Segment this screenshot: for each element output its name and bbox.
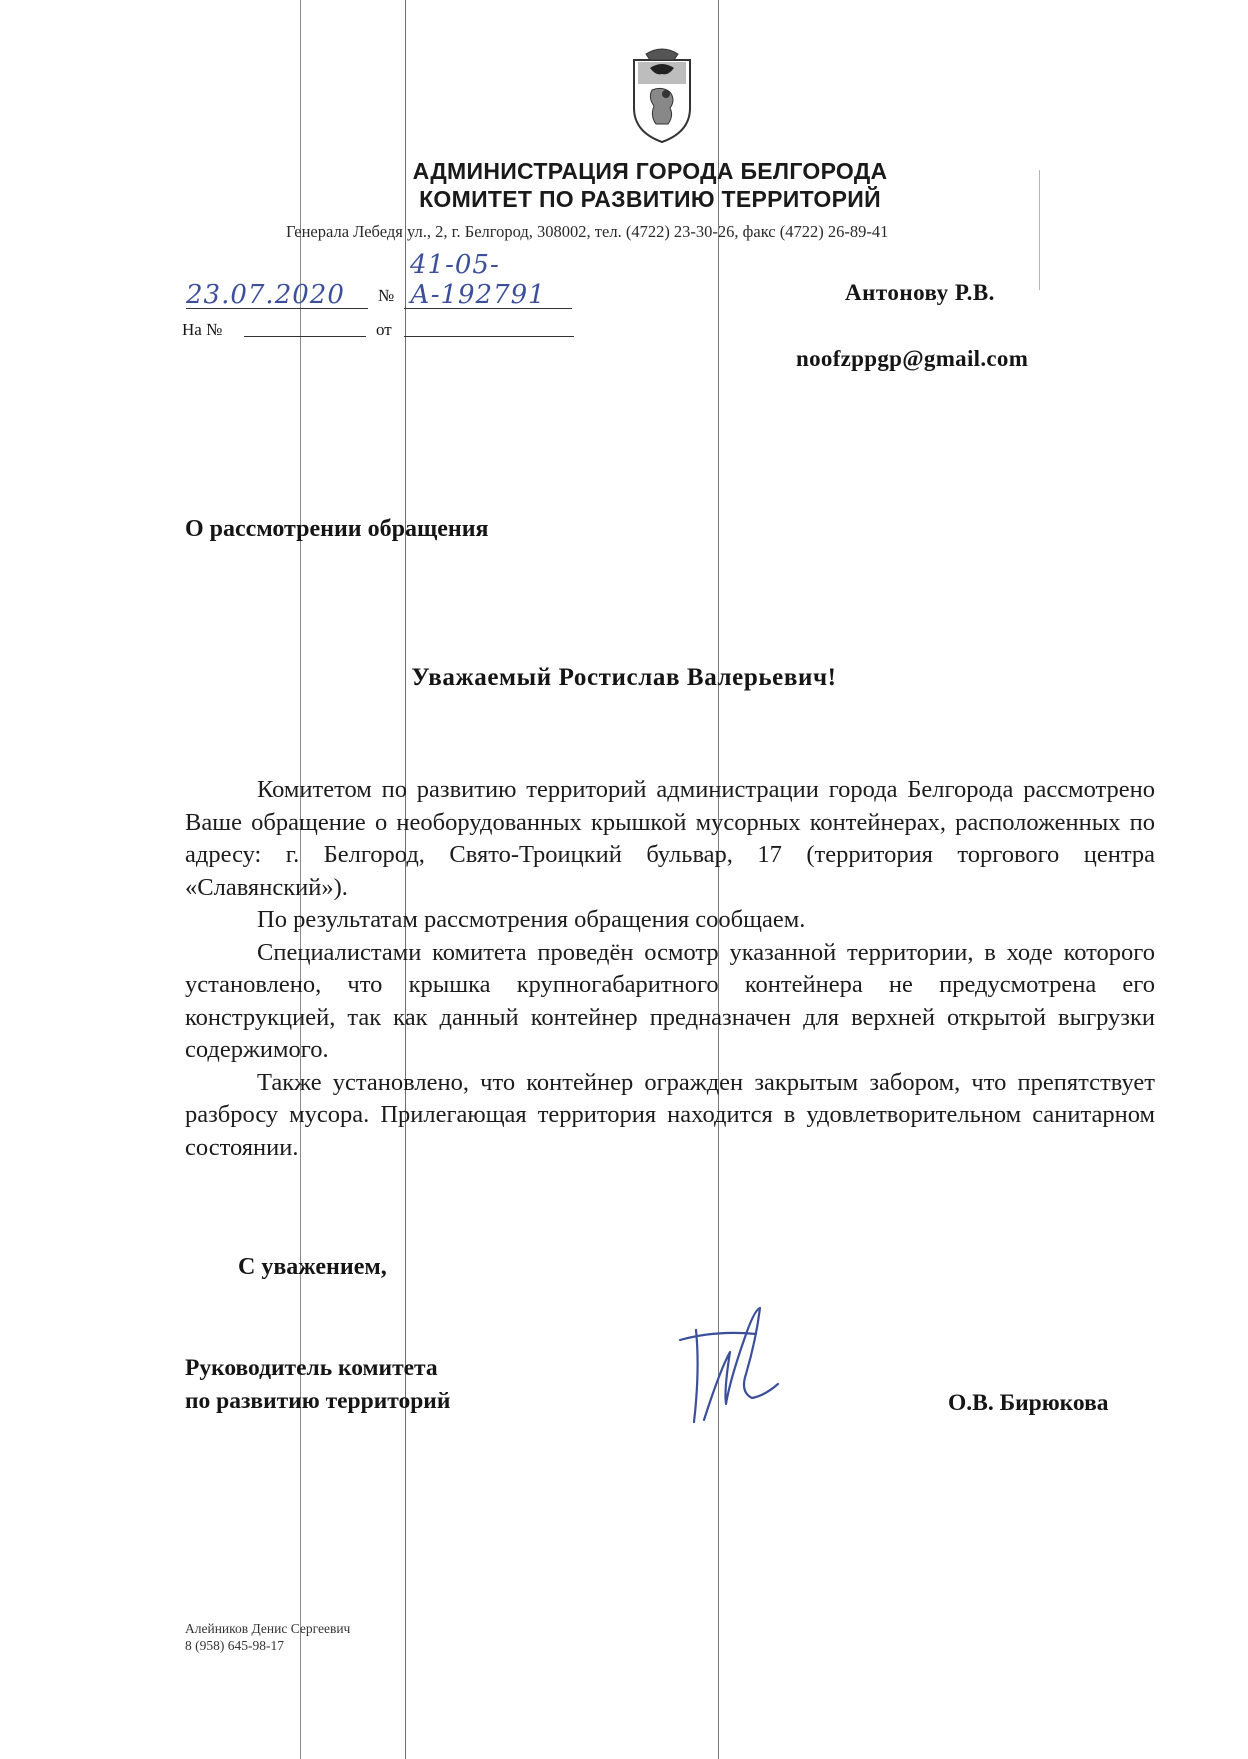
- signer-position-line: Руководитель комитета: [185, 1355, 438, 1381]
- body-paragraph: Комитетом по развитию территорий администрации города Белгорода рассмотрено Ваше обращение о необорудованных крышкой мусорных контейнерах, расположенных по адресу: г. Белгород, Свято-Троицкий бульвар, 17 (территория торгового центра «Славянский»).: [185, 776, 1155, 901]
- committee-name: КОМИТЕТ ПО РАЗВИТИЮ ТЕРРИТОРИЙ: [419, 186, 881, 212]
- executor-phone: 8 (958) 645-98-17: [185, 1638, 284, 1653]
- registration-number: 41-05-А-192791: [410, 250, 546, 310]
- letter-subject: О рассмотрении обращения: [185, 516, 489, 542]
- belgorod-coat-of-arms-icon: [628, 46, 696, 146]
- salutation: Уважаемый Ростислав Валерьевич!: [411, 664, 837, 691]
- executor-info: [185, 1620, 350, 1654]
- number-sign: №: [378, 286, 395, 305]
- reference-number-line: [244, 336, 366, 337]
- signer-position: [185, 1352, 450, 1418]
- body-paragraph: По результатам рассмотрения обращения сообщаем.: [257, 906, 806, 933]
- reference-number-label: На №: [182, 320, 223, 339]
- body-paragraph: Специалистами комитета проведён осмотр указанной территории, в ходе которого установлено, что крышка крупногабаритного контейнера не предусмотрена его конструкцией, так как данный контейнер предназначен для верхней открытой выгрузки содержимого.: [185, 938, 1155, 1063]
- reference-date-label: от: [376, 320, 392, 339]
- body-paragraph: Также установлено, что контейнер огражден закрытым забором, что препятствует разбросу мусора. Прилегающая территория находится в удовлетворительном санитарном состоянии.: [185, 1068, 1155, 1161]
- reference-date-line: [404, 336, 574, 337]
- handwritten-signature-icon: [660, 1300, 800, 1430]
- scan-artifact-line: [1039, 170, 1040, 290]
- recipient-email: noofzppgp@gmail.com: [796, 346, 1029, 371]
- closing-regards: С уважением,: [238, 1254, 387, 1280]
- signer-position-line: по развитию территорий: [185, 1388, 451, 1414]
- signer-name: О.В. Бирюкова: [948, 1390, 1109, 1416]
- organization-name: АДМИНИСТРАЦИЯ ГОРОДА БЕЛГОРОДА: [412, 158, 888, 184]
- executor-name: Алейников Денис Сергеевич: [185, 1621, 351, 1636]
- recipient-name: Антонову Р.В.: [845, 280, 995, 305]
- registration-date-field: [186, 278, 368, 309]
- registration-number-field: [404, 250, 572, 310]
- organization-address: Генерала Лебедя ул., 2, г. Белгород, 308002, тел. (4722) 23-30-26, факс (4722) 26-89-41: [286, 222, 889, 241]
- letter-body: [185, 774, 1155, 1164]
- registration-date: 23.07.2020: [186, 280, 345, 310]
